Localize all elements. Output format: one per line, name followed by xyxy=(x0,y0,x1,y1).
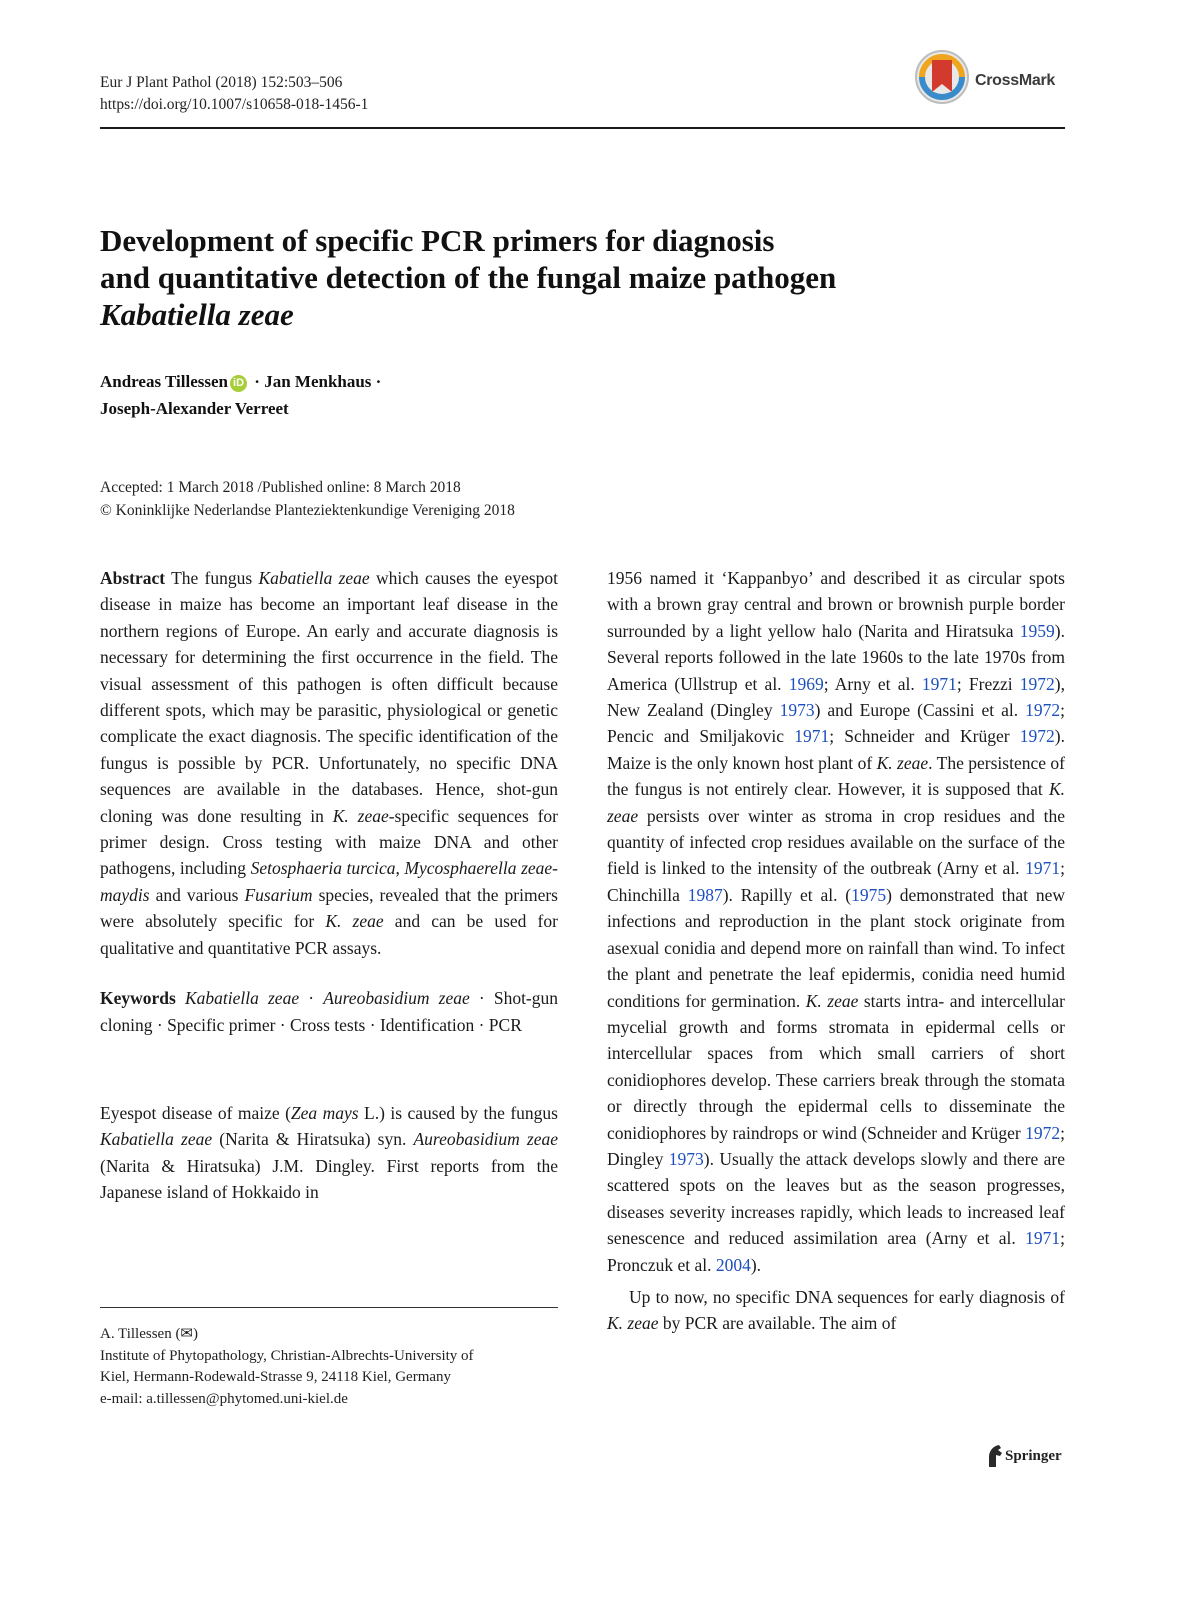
author-1[interactable]: Andreas Tillessen xyxy=(100,372,229,391)
author-separator: · xyxy=(250,372,265,391)
copyright-notice: © Koninklijke Nederlandse Planteziektenkundige Vereniging 2018 xyxy=(100,502,515,519)
left-column xyxy=(100,565,558,1206)
citation-link[interactable]: 1971 xyxy=(1025,1228,1061,1249)
title-line-3: Kabatiella zeae xyxy=(100,297,294,332)
citation-link[interactable]: 1972 xyxy=(1019,726,1055,747)
header-rule xyxy=(100,127,1065,129)
citation-link[interactable]: 1971 xyxy=(794,726,830,747)
title-line-1: Development of specific PCR primers for diagnosis xyxy=(100,223,775,258)
title-line-2: and quantitative detection of the fungal maize pathogen xyxy=(100,260,837,295)
keywords-label: Keywords xyxy=(100,988,176,1009)
email-link[interactable]: e-mail: a.tillessen@phytomed.uni-kiel.de xyxy=(100,1390,348,1407)
crossmark-icon xyxy=(910,48,980,106)
address-line: Kiel, Hermann-Rodewald-Strasse 9, 24118 Kiel, Germany xyxy=(100,1369,452,1385)
intro-paragraph: Eyespot disease of maize (Zea mays L.) is caused by the fungus Kabatiella zeae (Narita & Hiratsuka) syn. Aureobasidium zeae (Narita & Hiratsuka) J.M. Dingley. First reports from the Japanese island of Hokkaido in xyxy=(100,1102,558,1203)
citation-link[interactable]: 1972 xyxy=(1019,673,1055,694)
citation-link[interactable]: 1971 xyxy=(921,673,957,694)
author-2[interactable]: Jan Menkhaus xyxy=(264,372,372,391)
author-affiliation xyxy=(100,1324,570,1410)
citation-link[interactable]: 1959 xyxy=(1019,620,1055,641)
author-separator: · xyxy=(371,372,382,391)
publisher-name: Springer xyxy=(1005,1448,1062,1464)
abstract: Abstract The fungus Kabatiella zeae which causes the eyespot disease in maize has become an important leaf disease in the northern regions of Europe. An early and accurate diagnosis is necessary for determining the first occurrence in the field. The visual assessment of this pathogen is often difficult because different spots, which may be parasitic, physiological or genetic complicate the exact diagnosis. The specific identification of the fungus is possible by PCR. Unfortunately, no specific DNA sequences are available in the databases. Hence, shot-gun cloning was done resulting in K. zeae-specific sequences for primer design. Cross testing with maize DNA and other pathogens, including Setosphaeria turcica, Mycosphaerella zeae-maydis and various Fusarium species, revealed that the primers were absolutely specific for K. zeae and can be used for qualitative and quantitative PCR assays. xyxy=(100,568,559,958)
citation-link[interactable]: 1975 xyxy=(851,884,887,905)
citation-link[interactable]: 1973 xyxy=(668,1148,704,1169)
citation-link[interactable]: 1987 xyxy=(687,884,723,905)
affiliation-line: Institute of Phytopathology, Christian-Albrechts-University of xyxy=(100,1347,474,1364)
corresponding-author: A. Tillessen (✉) xyxy=(100,1326,198,1342)
springer-logo xyxy=(985,1443,1070,1471)
aim-paragraph: Up to now, no specific DNA sequences for early diagnosis of K. zeae by PCR are available. The aim of xyxy=(607,1286,1065,1334)
journal-citation: Eur J Plant Pathol (2018) 152:503–506 xyxy=(100,74,343,91)
right-column xyxy=(607,565,1065,1337)
abstract-label: Abstract xyxy=(100,568,166,588)
intro-paragraph-continued: 1956 named it ‘Kappanbyo’ and described it as circular spots with a brown gray central and brown or brownish purple border surrounded by a light yellow halo (Narita and Hiratsuka 1959). Several reports followed in the late 1960s to the late 1970s from America (Ullstrup et al. 1969; Arny et al. 1971; Frezzi 1972), New Zealand (Dingley 1973) and Europe (Cassini et al. 1972; Pencic and Smiljakovic 1971; Schneider and Krüger 1972). Maize is the only known host plant of K. zeae. The persistence of the fungus is not entirely clear. However, it is supposed that K. zeae persists over winter as stroma in crop residues and the quantity of infected crop residues available on the surface of the field is linked to the intensity of the outbreak (Arny et al. 1971; Chinchilla 1987). Rapilly et al. (1975) demonstrated that new infections and reproduction in the plant stock originate from asexual conidia and depend more on rainfall than wind. To infect the plant and penetrate the leaf epidermis, conidia need humid conditions for germination. K. zeae starts intra- and intercellular mycelial growth and forms stromata in epidermal cells or intercellular spaces from which small carriers of short conidiophores develop. These carriers break through the stomata or directly through the epidermal cells to disseminate the conidiophores by raindrops or wind (Schneider and Krüger 1972; Dingley 1973). Usually the attack develops slowly and there are scattered spots on the leaves but as the season progresses, diseases severity increases rapidly, which leads to increased leaf senescence and reduced assimilation area (Arny et al. 1971; Pronczuk et al. 2004). xyxy=(607,568,1065,1275)
accepted-published-dates: Accepted: 1 March 2018 /Published online: 8 March 2018 xyxy=(100,479,461,496)
citation-link[interactable]: 1973 xyxy=(779,700,815,721)
author-list xyxy=(100,368,381,422)
springer-horse-icon xyxy=(985,1443,1005,1469)
orcid-icon[interactable]: iD xyxy=(230,375,247,392)
citation-link[interactable]: 1969 xyxy=(788,673,824,694)
paper-title xyxy=(100,222,1060,333)
publication-dates xyxy=(100,476,515,522)
doi-link[interactable]: https://doi.org/10.1007/s10658-018-1456-1 xyxy=(100,96,369,113)
citation-link[interactable]: 1971 xyxy=(1025,858,1061,879)
crossmark-label: CrossMark xyxy=(975,72,1056,89)
citation-link[interactable]: 1972 xyxy=(1025,700,1061,721)
citation-link[interactable]: 2004 xyxy=(715,1254,751,1275)
author-3[interactable]: Joseph-Alexander Verreet xyxy=(100,399,289,418)
keywords: Keywords Kabatiella zeae · Aureobasidium zeae · Shot-gun cloning · Specific primer · Cross tests · Identification · PCR xyxy=(100,988,559,1035)
citation-link[interactable]: 1972 xyxy=(1025,1122,1061,1143)
footnote-rule xyxy=(100,1307,558,1308)
